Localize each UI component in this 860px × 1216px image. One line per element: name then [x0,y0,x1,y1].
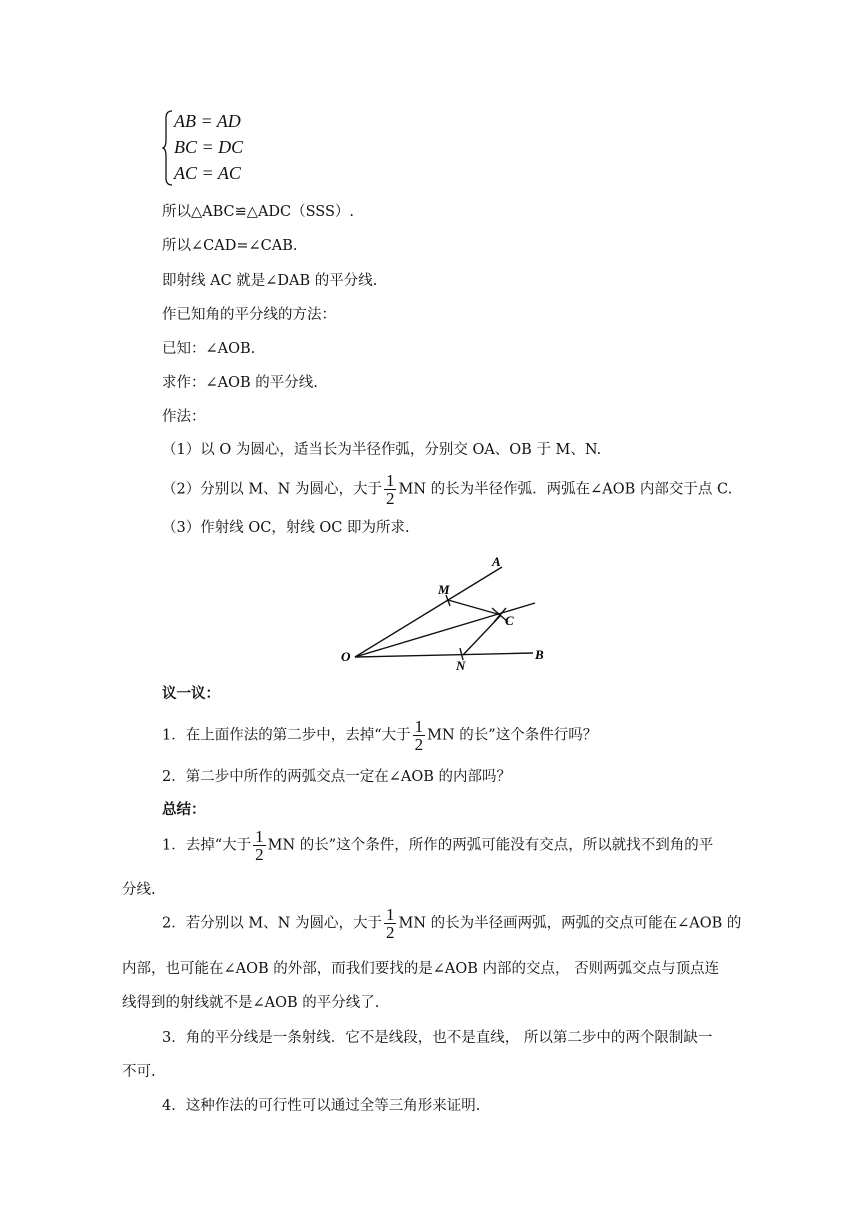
equation-ab-ad: AB = AD [174,111,241,131]
step-3: （3）作射线 OC，射线 OC 即为所求. [162,520,410,536]
summary-point-4: 4．这种作法的可行性可以通过全等三角形来证明. [162,1098,481,1114]
label-c: C [505,613,514,628]
label-n: N [456,658,466,672]
summary-p2-prefix: 2．若分别以 M、N 为圆心，大于 [162,915,382,932]
summary-point-3: 3．角的平分线是一条射线．它不是线段，也不是直线， 所以第二步中的两个限制缺一 [162,1030,713,1046]
step-2-prefix: （2）分别以 M、N 为圆心，大于 [162,481,382,498]
segment-mc [448,600,501,615]
bisector-statement: 即射线 AC 就是∠DAB 的平分线. [162,273,378,289]
label-a: A [492,554,501,569]
fraction-numerator: 1 [385,905,395,924]
brace-icon [162,110,174,186]
ray-oa [355,567,502,657]
discuss-question-2: 2．第二步中所作的两弧交点一定在∠AOB 的内部吗？ [162,769,511,785]
summary-p2-suffix: MN 的长为半径画两弧，两弧的交点可能在∠AOB 的 [398,915,742,932]
given-statement: 已知：∠AOB. [162,341,256,357]
fraction-denominator: 2 [385,923,395,942]
discuss-q1-suffix: MN 的长”这个条件行吗？ [427,727,598,744]
equation-ac-ac: AC = AC [174,163,241,183]
summary-point-2 [162,906,741,941]
step-2-suffix: MN 的长为半径作弧．两弧在∠AOB 内部交于点 C. [398,481,733,498]
equation-bc-dc: BC = DC [174,137,244,157]
angle-bisector-figure [330,548,560,672]
step-2 [162,472,732,507]
label-b: B [535,647,544,662]
discuss-title: 议一议： [162,686,220,702]
summary-point-2-line-3: 线得到的射线就不是∠AOB 的平分线了. [122,995,380,1011]
fraction-numerator: 1 [385,471,395,490]
fraction-denominator: 2 [414,735,424,754]
summary-point-1-cont: 分线. [122,882,156,898]
fraction-numerator: 1 [255,827,264,846]
fraction-one-half [413,718,426,753]
fraction-denominator: 2 [385,489,395,508]
label-o: O [341,649,351,664]
fraction-one-half [384,906,397,941]
method-heading: 作已知角的平分线的方法： [162,307,336,323]
summary-point-1 [162,828,713,863]
step-1: （1）以 O 为圆心，适当长为半径作弧，分别交 OA、OB 于 M、N. [162,442,602,458]
fraction-one-half [253,828,266,863]
fraction-numerator: 1 [414,717,424,736]
label-m: M [438,582,450,597]
ray-ob [355,653,533,657]
summary-title: 总结： [162,802,206,818]
ray-oc [355,603,535,657]
summary-p1-prefix: 1．去掉“大于 [162,837,252,854]
summary-point-2-line-2: 内部，也可能在∠AOB 的外部，而我们要找的是∠AOB 内部的交点， 否则两弧交点与顶点连 [122,961,720,977]
steps-heading: 作法： [162,409,206,425]
fraction-one-half [384,472,397,507]
summary-p1-suffix: MN 的长”这个条件，所作的两弧可能没有交点，所以就找不到角的平 [267,837,714,854]
angle-equality: 所以∠CAD=∠CAB. [162,238,298,254]
discuss-question-1 [162,718,597,753]
proof-conclusion: 所以△ABC≌△ADC（SSS）. [162,204,355,220]
fraction-denominator: 2 [255,845,264,864]
construct-statement: 求作：∠AOB 的平分线. [162,375,318,391]
summary-point-3-cont: 不可. [122,1064,156,1080]
discuss-q1-prefix: 1．在上面作法的第二步中，去掉“大于 [162,727,411,744]
